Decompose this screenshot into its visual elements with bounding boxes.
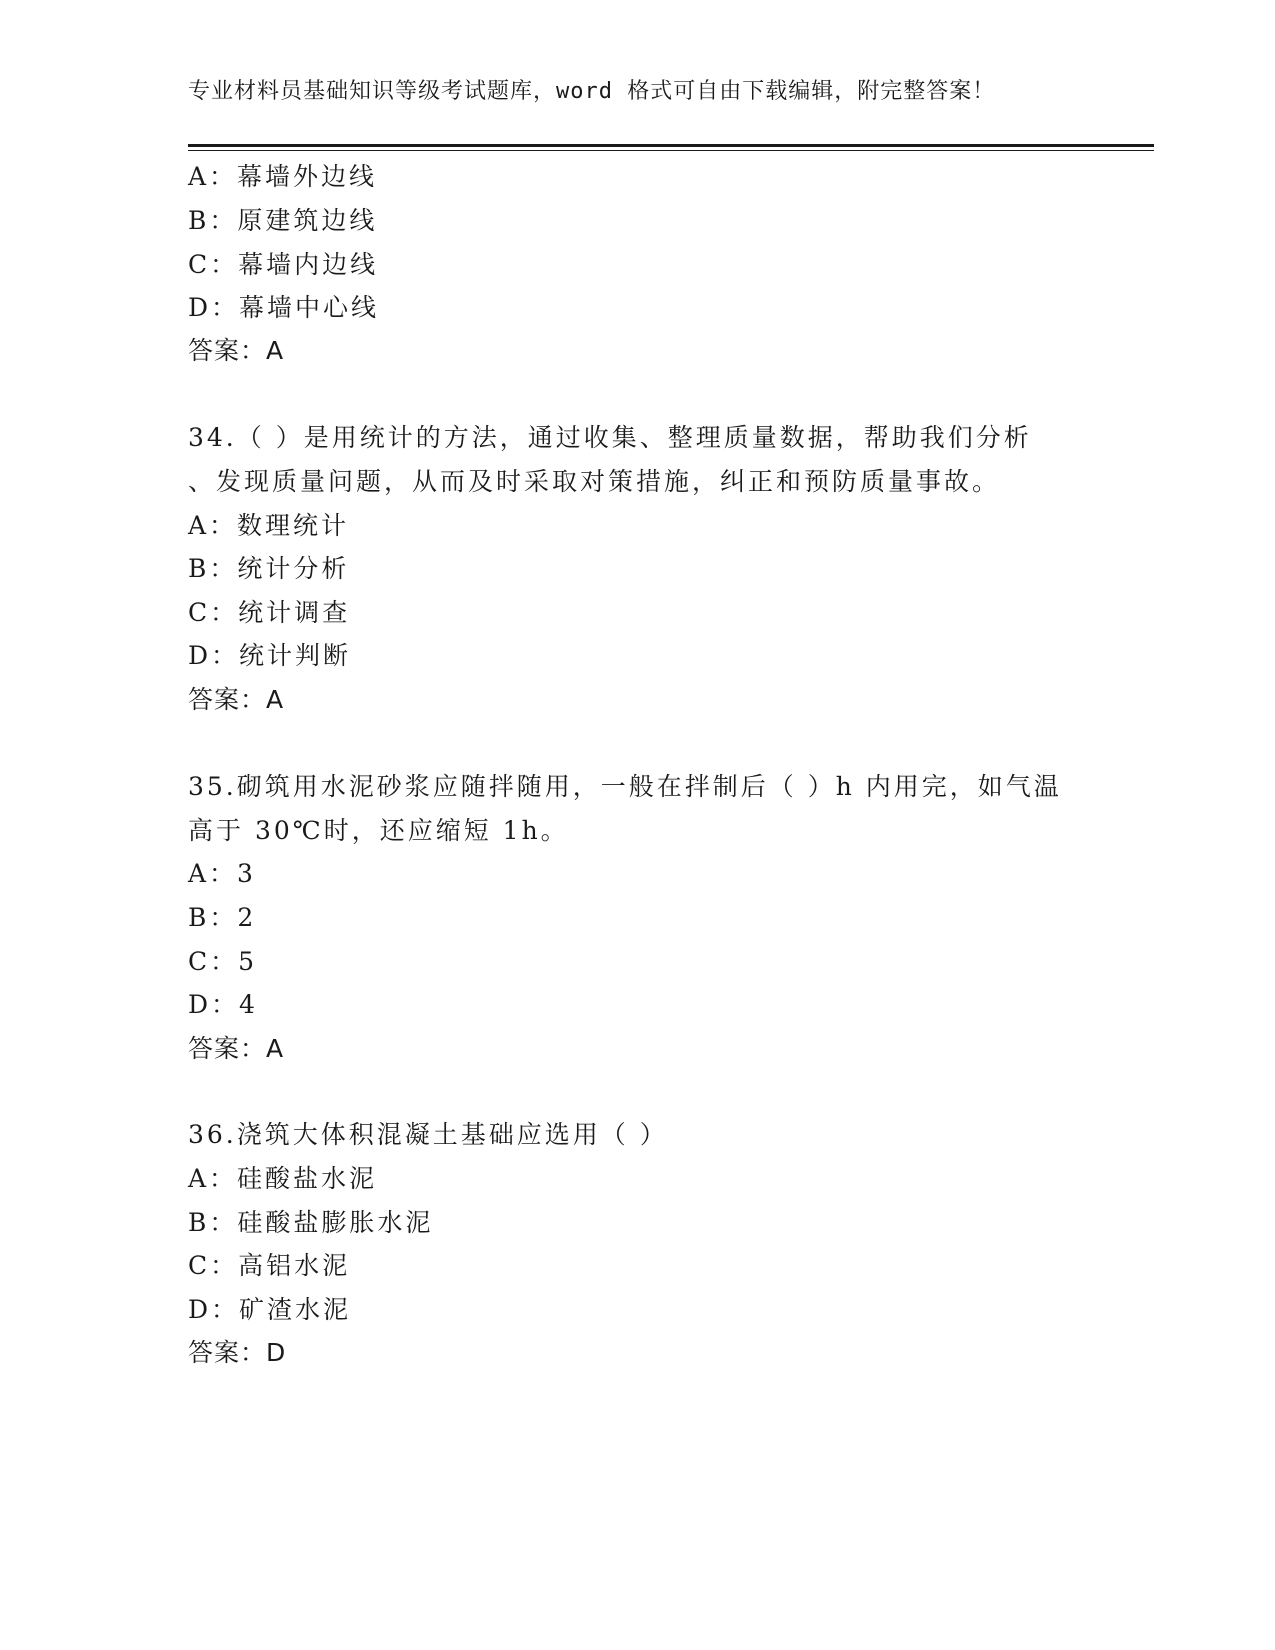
q33-option-b: B：原建筑边线 [188, 206, 378, 235]
page-header: 专业材料员基础知识等级考试题库，word 格式可自由下载编辑，附完整答案！ [188, 79, 996, 104]
q35-option-b: B：2 [188, 903, 257, 932]
q34-option-a: A：数理统计 [188, 511, 350, 540]
q34-stem-line1: 34.（ ）是用统计的方法，通过收集、整理质量数据，帮助我们分析 [188, 423, 1032, 452]
q35-stem-line2: 高于 30℃时，还应缩短 1h。 [188, 816, 569, 845]
q36-option-c: C：高铝水泥 [188, 1251, 351, 1280]
q34-option-c: C：统计调查 [188, 598, 351, 627]
q33-option-c: C：幕墙内边线 [188, 250, 379, 279]
q35-answer: 答案：A [188, 1034, 285, 1063]
q34-option-b: B：统计分析 [188, 554, 350, 583]
q33-option-a: A：幕墙外边线 [188, 162, 378, 191]
q35-stem-line1: 35.砌筑用水泥砂浆应随拌随用，一般在拌制后（ ）h 内用完，如气温 [188, 772, 1062, 801]
q35-option-c: C：5 [188, 947, 258, 976]
q33-answer: 答案：A [188, 336, 285, 365]
q36-stem-line1: 36.浇筑大体积混凝土基础应选用（ ） [188, 1120, 668, 1149]
q34-option-d: D：统计判断 [188, 641, 352, 670]
header-rule-thin [188, 150, 1154, 151]
q36-option-a: A：硅酸盐水泥 [188, 1164, 378, 1193]
q35-option-a: A：3 [188, 859, 256, 888]
q35-option-d: D：4 [188, 990, 258, 1019]
q36-option-b: B：硅酸盐膨胀水泥 [188, 1208, 434, 1237]
q33-option-d: D：幕墙中心线 [188, 293, 380, 322]
q36-answer: 答案：D [188, 1338, 287, 1367]
q36-option-d: D：矿渣水泥 [188, 1295, 352, 1324]
q34-answer: 答案：A [188, 685, 285, 714]
q34-stem-line2: 、发现质量问题，从而及时采取对策措施，纠正和预防质量事故。 [188, 467, 1001, 496]
header-rule-thick [188, 144, 1154, 147]
